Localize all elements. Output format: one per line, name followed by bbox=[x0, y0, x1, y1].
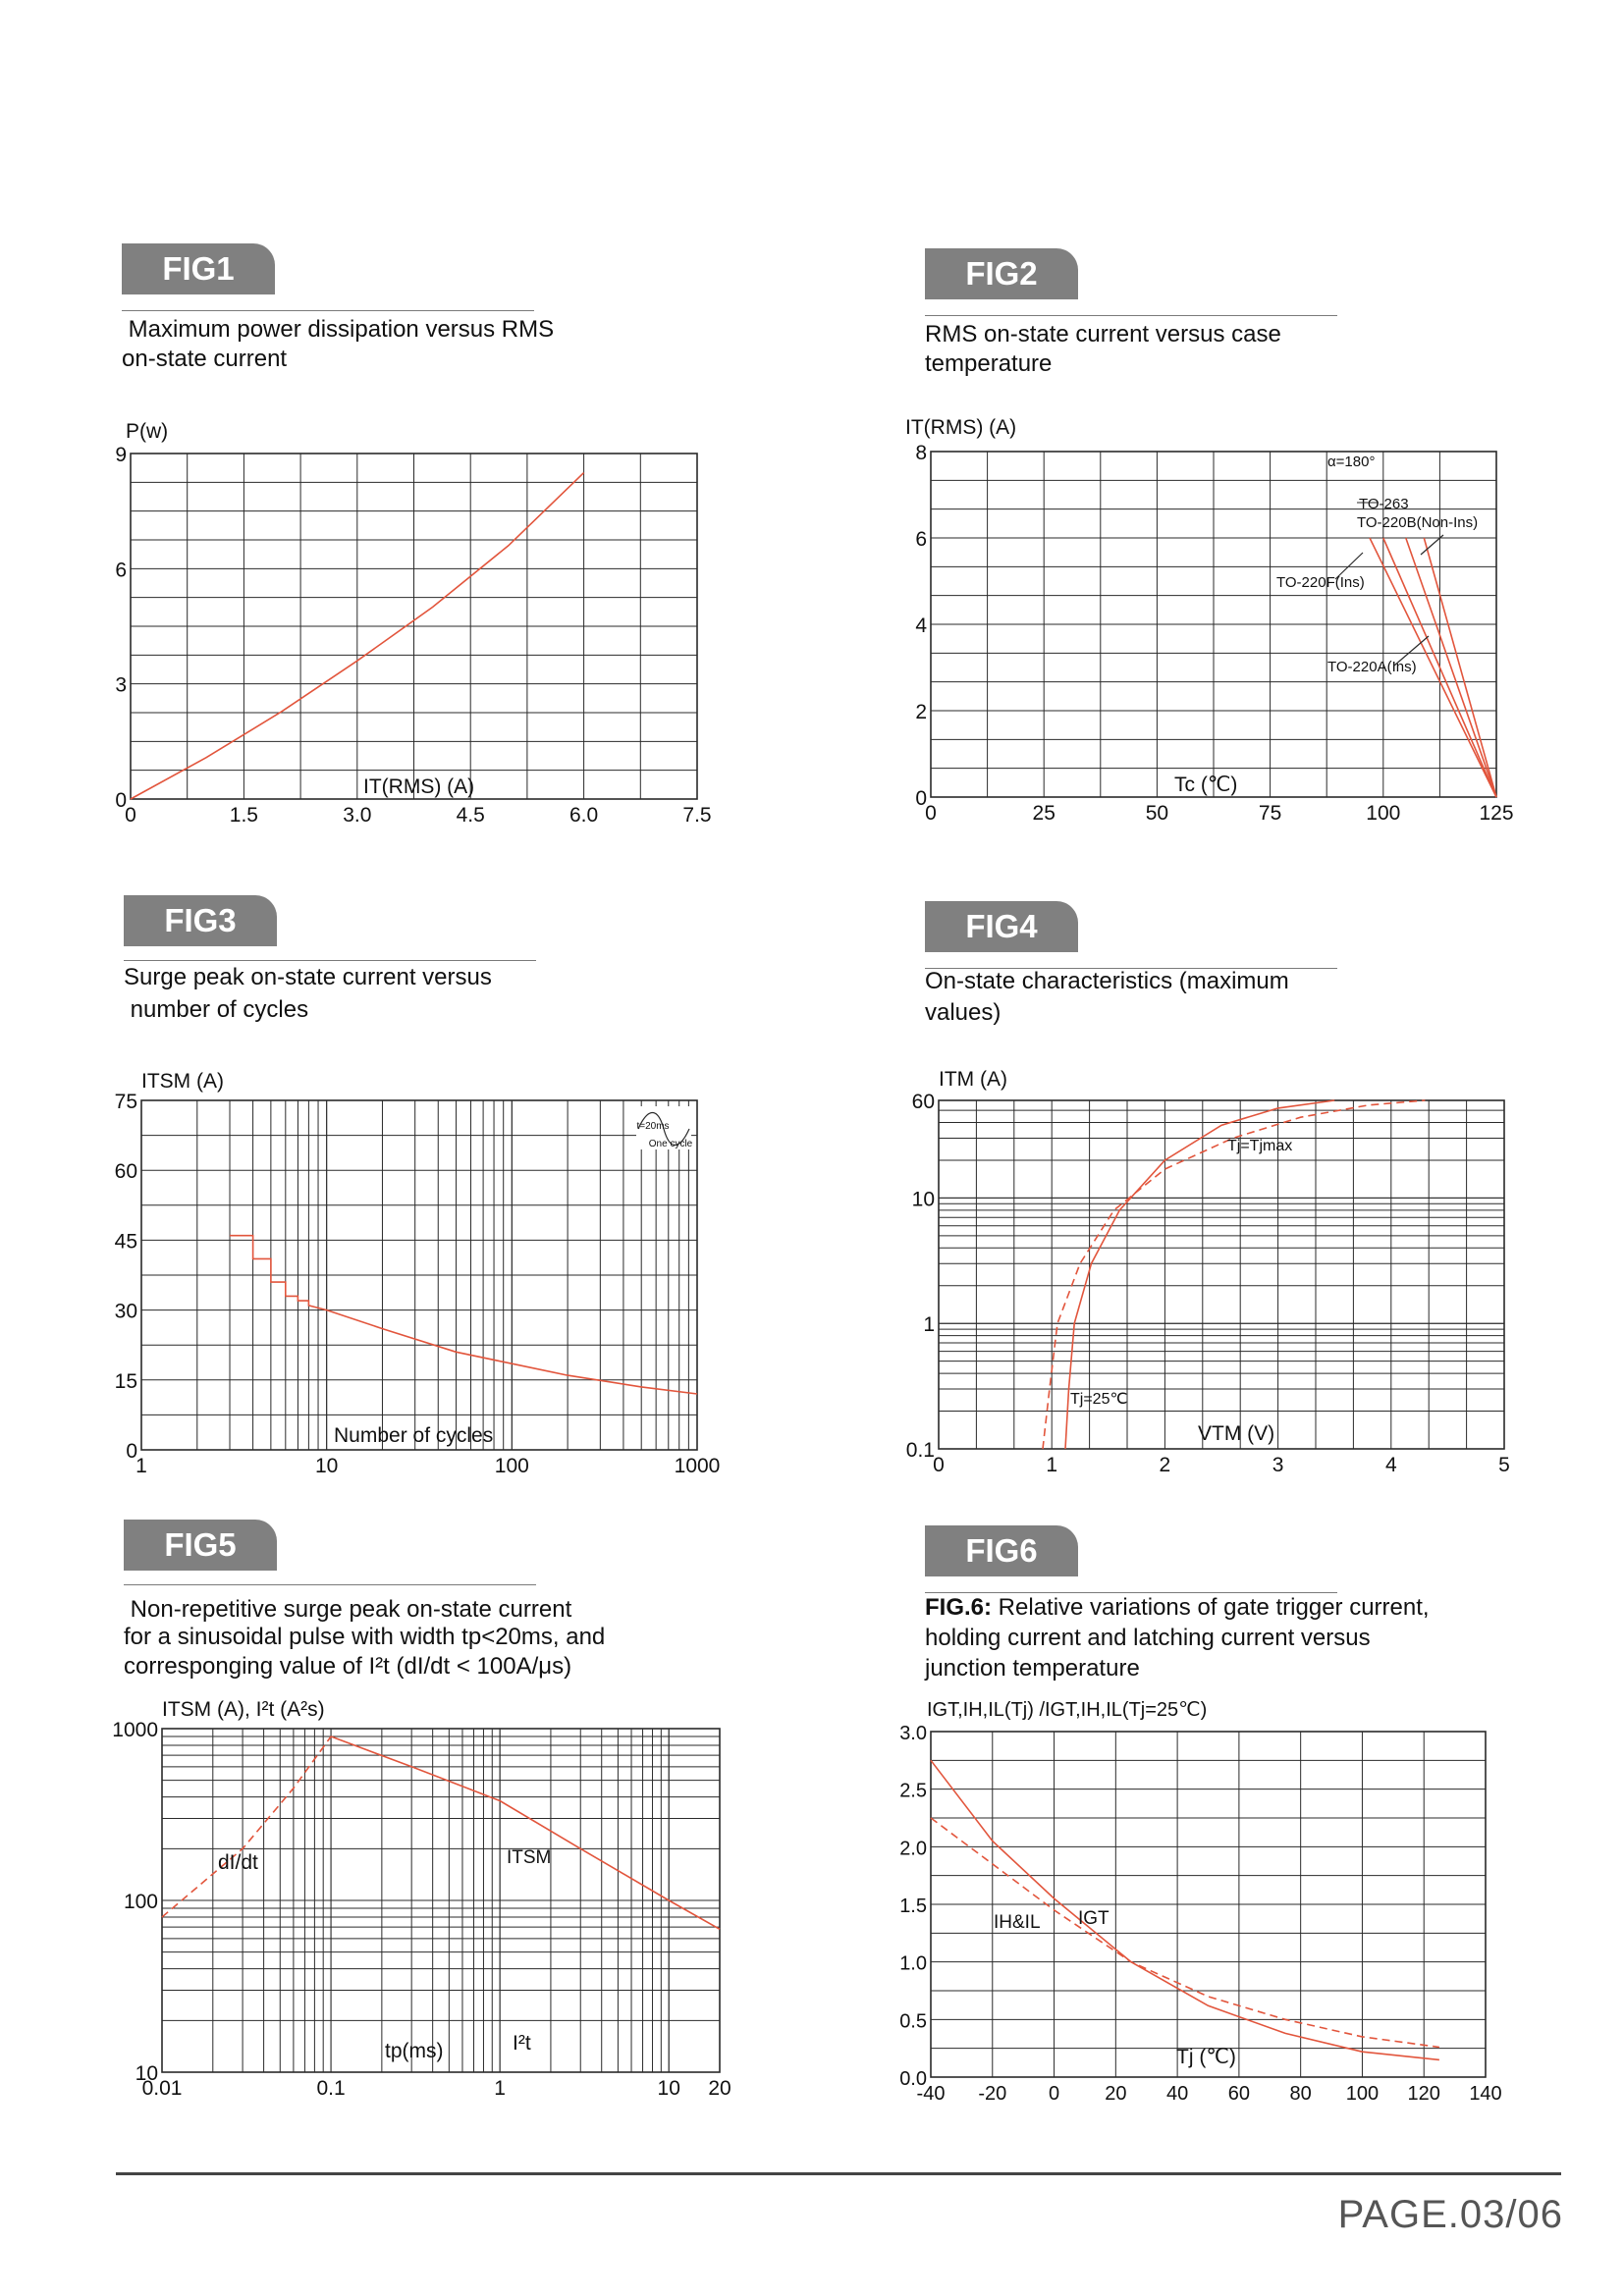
fig5-y-tick-label: 100 bbox=[123, 1891, 158, 1913]
fig2-tag: FIG2 bbox=[925, 248, 1078, 299]
fig2-x-tick-label: 25 bbox=[1032, 802, 1056, 825]
fig2-y-tick-label: 8 bbox=[915, 442, 927, 464]
fig4-x-tick-label: 5 bbox=[1498, 1454, 1510, 1476]
fig4-x-tick-label: 1 bbox=[1046, 1454, 1058, 1476]
fig2-annotation-to263: TO-263 bbox=[1359, 496, 1409, 512]
fig4-y-tick-label: 10 bbox=[911, 1188, 935, 1211]
fig4-x-tick-label: 0 bbox=[933, 1454, 945, 1476]
fig1-caption-line-2: on-state current bbox=[122, 346, 288, 372]
fig2-caption-line-1: RMS on-state current versus case bbox=[925, 321, 1281, 347]
fig3-y-axis-label: ITSM (A) bbox=[141, 1070, 224, 1093]
fig2-x-axis-label: Tc (℃) bbox=[1174, 774, 1238, 796]
fig1-x-axis-label: IT(RMS) (A) bbox=[363, 775, 475, 798]
fig2-annotation-to220a: TO-220A(Ins) bbox=[1327, 659, 1417, 675]
fig4-x-tick-label: 2 bbox=[1159, 1454, 1171, 1476]
fig6-x-tick-label: 120 bbox=[1407, 2083, 1440, 2105]
fig4-caption-line-1: On-state characteristics (maximum bbox=[925, 968, 1289, 994]
fig3-y-tick-label: 15 bbox=[114, 1369, 137, 1393]
fig6-y-tick-label: 2.0 bbox=[899, 1838, 927, 1860]
fig2-y-tick-label: 4 bbox=[915, 614, 927, 637]
fig6-x-tick-label: 40 bbox=[1165, 2083, 1189, 2105]
fig3-inset-label-cycle: One cycle bbox=[648, 1139, 693, 1149]
fig1-y-tick-label: 6 bbox=[115, 559, 127, 582]
fig2-x-tick-label: 50 bbox=[1145, 802, 1169, 825]
fig1-y-tick-label: 9 bbox=[115, 444, 127, 466]
fig6-caption-line-2: holding current and latching current versus bbox=[925, 1625, 1371, 1651]
fig2-y-tick-label: 6 bbox=[915, 528, 927, 551]
fig6-y-tick-label: 0.0 bbox=[899, 2068, 927, 2090]
fig5-x-tick-label: 1 bbox=[494, 2077, 506, 2100]
fig1-x-tick-label: 0 bbox=[125, 804, 136, 827]
fig3-caption-line-1: Surge peak on-state current versus bbox=[124, 964, 492, 990]
fig2-x-tick-label: 125 bbox=[1479, 802, 1514, 825]
fig1-tag: FIG1 bbox=[122, 243, 275, 294]
fig5-caption-line-1: Non-repetitive surge peak on-state current bbox=[124, 1596, 572, 1623]
fig5-x-tick-label: 20 bbox=[708, 2077, 731, 2100]
fig3-y-tick-label: 0 bbox=[126, 1440, 137, 1463]
fig2-x-tick-label: 0 bbox=[925, 802, 937, 825]
fig3-y-tick-label: 60 bbox=[114, 1160, 137, 1184]
fig3-inset-label-period: t=20ms bbox=[636, 1121, 670, 1132]
fig5-x-tick-label: 0.1 bbox=[316, 2077, 346, 2100]
fig6-label-igt: IGT bbox=[1078, 1908, 1110, 1929]
fig5-y-axis-label: ITSM (A), I²t (A²s) bbox=[162, 1698, 325, 1721]
fig1-caption-line-1: Maximum power dissipation versus RMS bbox=[122, 316, 555, 343]
fig6-y-tick-label: 0.5 bbox=[899, 2010, 927, 2033]
fig5-y-tick-label: 10 bbox=[135, 2062, 158, 2085]
fig2-x-tick-label: 100 bbox=[1366, 802, 1401, 825]
fig2-y-tick-label: 2 bbox=[915, 701, 927, 723]
fig6-y-tick-label: 3.0 bbox=[899, 1723, 927, 1744]
fig5-tag: FIG5 bbox=[124, 1520, 277, 1571]
fig3-x-tick-label: 10 bbox=[314, 1455, 339, 1477]
fig6-x-tick-label: 100 bbox=[1345, 2083, 1380, 2105]
fig6-y-tick-label: 2.5 bbox=[899, 1780, 927, 1802]
fig6-x-tick-label: -40 bbox=[916, 2083, 946, 2105]
fig6-series-igt-line bbox=[931, 1760, 1439, 2059]
fig2-annotation-alpha: α=180° bbox=[1327, 454, 1376, 470]
fig6-x-axis-label: Tj (℃) bbox=[1176, 2046, 1236, 2068]
fig3-x-tick-label: 100 bbox=[494, 1455, 529, 1477]
fig5-caption-line-2: for a sinusoidal pulse with width tp<20ms, and bbox=[124, 1624, 606, 1650]
fig5-annotation-itsm: ITSM bbox=[507, 1847, 552, 1868]
fig1-x-tick-label: 6.0 bbox=[568, 804, 599, 827]
fig6-caption-line-3: junction temperature bbox=[925, 1655, 1140, 1682]
fig2-y-tick-label: 0 bbox=[915, 787, 927, 810]
fig1-x-tick-label: 3.0 bbox=[343, 804, 372, 827]
fig3-x-axis-label: Number of cycles bbox=[334, 1424, 494, 1447]
fig4-y-axis-label: ITM (A) bbox=[939, 1068, 1007, 1091]
fig5-annotation-i2t: I²t bbox=[513, 2032, 531, 2055]
fig1-y-tick-label: 0 bbox=[115, 789, 127, 812]
fig5-x-tick-label: 0.01 bbox=[141, 2077, 183, 2100]
fig4-y-tick-label: 60 bbox=[911, 1091, 935, 1113]
fig6-y-tick-label: 1.5 bbox=[899, 1896, 927, 1917]
fig6-x-tick-label: 20 bbox=[1105, 2083, 1127, 2105]
fig5-x-axis-label: tp(ms) bbox=[385, 2040, 444, 2062]
fig4-tag: FIG4 bbox=[925, 901, 1078, 952]
fig5-y-tick-label: 1000 bbox=[112, 1719, 158, 1741]
fig1-x-tick-label: 4.5 bbox=[456, 804, 485, 827]
fig1-y-axis-label: P(w) bbox=[126, 420, 169, 443]
fig3-x-tick-label: 1000 bbox=[674, 1455, 721, 1477]
fig1-y-tick-label: 3 bbox=[115, 673, 127, 697]
fig6-x-tick-label: 80 bbox=[1289, 2083, 1312, 2105]
fig1-x-tick-label: 1.5 bbox=[229, 804, 259, 827]
fig6-x-tick-label: 60 bbox=[1227, 2083, 1251, 2105]
fig4-label-tjmax: Tj=Tjmax bbox=[1227, 1138, 1293, 1154]
fig2-y-axis-label: IT(RMS) (A) bbox=[905, 416, 1017, 439]
fig6-caption-text-1: Relative variations of gate trigger current, bbox=[992, 1594, 1430, 1621]
fig4-y-tick-label: 1 bbox=[923, 1313, 935, 1337]
fig4-x-axis-label: VTM (V) bbox=[1198, 1422, 1275, 1445]
fig2-x-tick-label: 75 bbox=[1258, 802, 1282, 825]
fig6-x-tick-label: 0 bbox=[1048, 2083, 1060, 2105]
fig3-y-tick-label: 30 bbox=[114, 1300, 137, 1323]
fig5-annotation-didt: dI/dt bbox=[218, 1851, 258, 1874]
fig5-caption-line-3: corresponging value of I²t (dI/dt < 100A/μs) bbox=[124, 1653, 572, 1680]
fig6-y-tick-label: 1.0 bbox=[899, 1952, 927, 1975]
page-number: PAGE.03/06 bbox=[1337, 2193, 1563, 2236]
fig4-y-tick-label: 0.1 bbox=[905, 1439, 935, 1462]
fig1-x-tick-label: 7.5 bbox=[682, 804, 712, 827]
fig3-y-tick-label: 75 bbox=[114, 1091, 137, 1113]
fig2-annotation-to220b: TO-220B(Non-Ins) bbox=[1357, 514, 1479, 531]
fig5-x-tick-label: 10 bbox=[657, 2077, 680, 2100]
fig6-x-tick-label: -20 bbox=[978, 2083, 1007, 2105]
fig3-caption-line-2: number of cycles bbox=[124, 996, 309, 1023]
fig2-annotation-to220f: TO-220F(Ins) bbox=[1276, 574, 1365, 591]
fig3-tag: FIG3 bbox=[124, 895, 277, 946]
fig6-label-ih-il: IH&IL bbox=[994, 1912, 1041, 1933]
fig4-x-tick-label: 3 bbox=[1272, 1454, 1284, 1476]
fig6-x-tick-label: 140 bbox=[1469, 2083, 1502, 2105]
fig4-caption-line-2: values) bbox=[925, 999, 1001, 1026]
footer-rule bbox=[116, 2172, 1561, 2175]
fig6-tag: FIG6 bbox=[925, 1525, 1078, 1576]
fig2-caption-line-2: temperature bbox=[925, 350, 1053, 377]
fig6-y-axis-label: IGT,IH,IL(Tj) /IGT,IH,IL(Tj=25℃) bbox=[927, 1699, 1208, 1721]
fig4-label-tj25: Tj=25℃ bbox=[1070, 1391, 1128, 1408]
fig4-x-tick-label: 4 bbox=[1384, 1454, 1397, 1476]
fig3-y-tick-label: 45 bbox=[114, 1230, 137, 1254]
fig3-x-tick-label: 1 bbox=[135, 1455, 147, 1477]
fig6-caption-bold: FIG.6: bbox=[925, 1594, 993, 1621]
